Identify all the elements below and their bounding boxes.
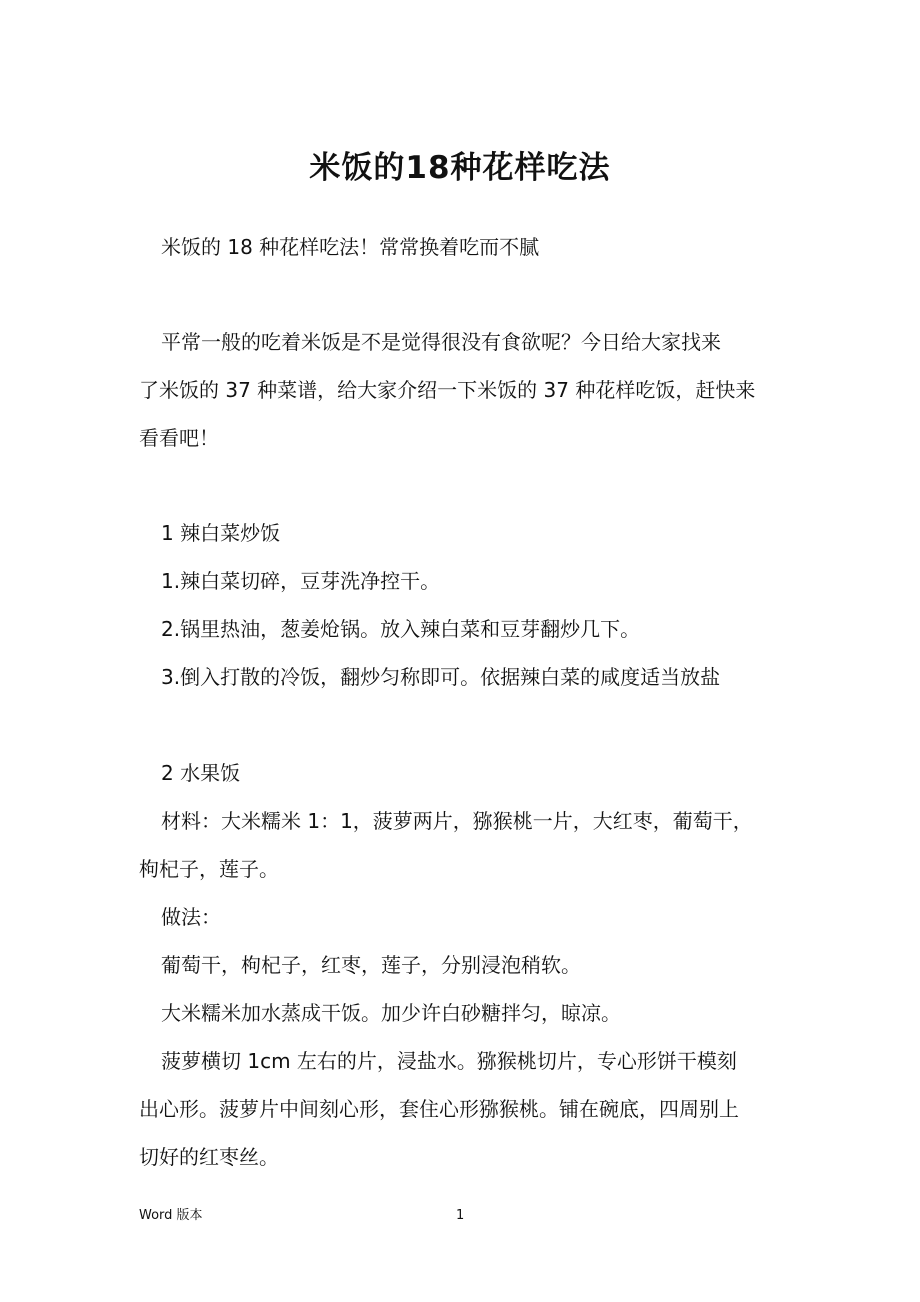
body-line: 葡萄干，枸杞子，红枣，莲子，分别浸泡稍软。: [161, 953, 581, 977]
step-line: 2.锅里热油，葱姜炝锅。放入辣白菜和豆芽翻炒几下。: [161, 617, 641, 641]
document-title: 米饭的18种花样吃法: [309, 150, 611, 186]
body-line: 做法：: [161, 905, 221, 929]
section-heading: 1 辣白菜炒饭: [161, 521, 281, 545]
body-line: 枸杞子，莲子。: [139, 857, 279, 881]
intro-line: 看看吧！: [139, 426, 219, 450]
section-heading: 2 水果饭: [161, 761, 241, 785]
step-line: 3.倒入打散的冷饭，翻炒匀称即可。依据辣白菜的咸度适当放盐: [161, 665, 721, 689]
intro-line: 平常一般的吃着米饭是不是觉得很没有食欲呢？今日给大家找来: [161, 330, 721, 354]
body-line: 切好的红枣丝。: [139, 1145, 279, 1169]
body-line: 出心形。菠萝片中间刻心形，套住心形猕猴桃。铺在碗底，四周别上: [139, 1097, 739, 1121]
intro-line: 了米饭的 37 种菜谱，给大家介绍一下米饭的 37 种花样吃饭，赶快来: [139, 378, 756, 402]
subtitle-paragraph: 米饭的 18 种花样吃法！常常换着吃而不腻: [161, 235, 540, 259]
body-line: 菠萝横切 1cm 左右的片，浸盐水。猕猴桃切片，专心形饼干模刻: [161, 1049, 737, 1073]
body-line: 材料：大米糯米 1：1，菠萝两片，猕猴桃一片，大红枣，葡萄干，: [161, 809, 753, 833]
step-line: 1.辣白菜切碎，豆芽洗净控干。: [161, 569, 441, 593]
page-number: 1: [456, 1208, 465, 1223]
body-line: 大米糯米加水蒸成干饭。加少许白砂糖拌匀，晾凉。: [161, 1001, 621, 1025]
footer-version-label: Word 版本: [139, 1208, 203, 1223]
